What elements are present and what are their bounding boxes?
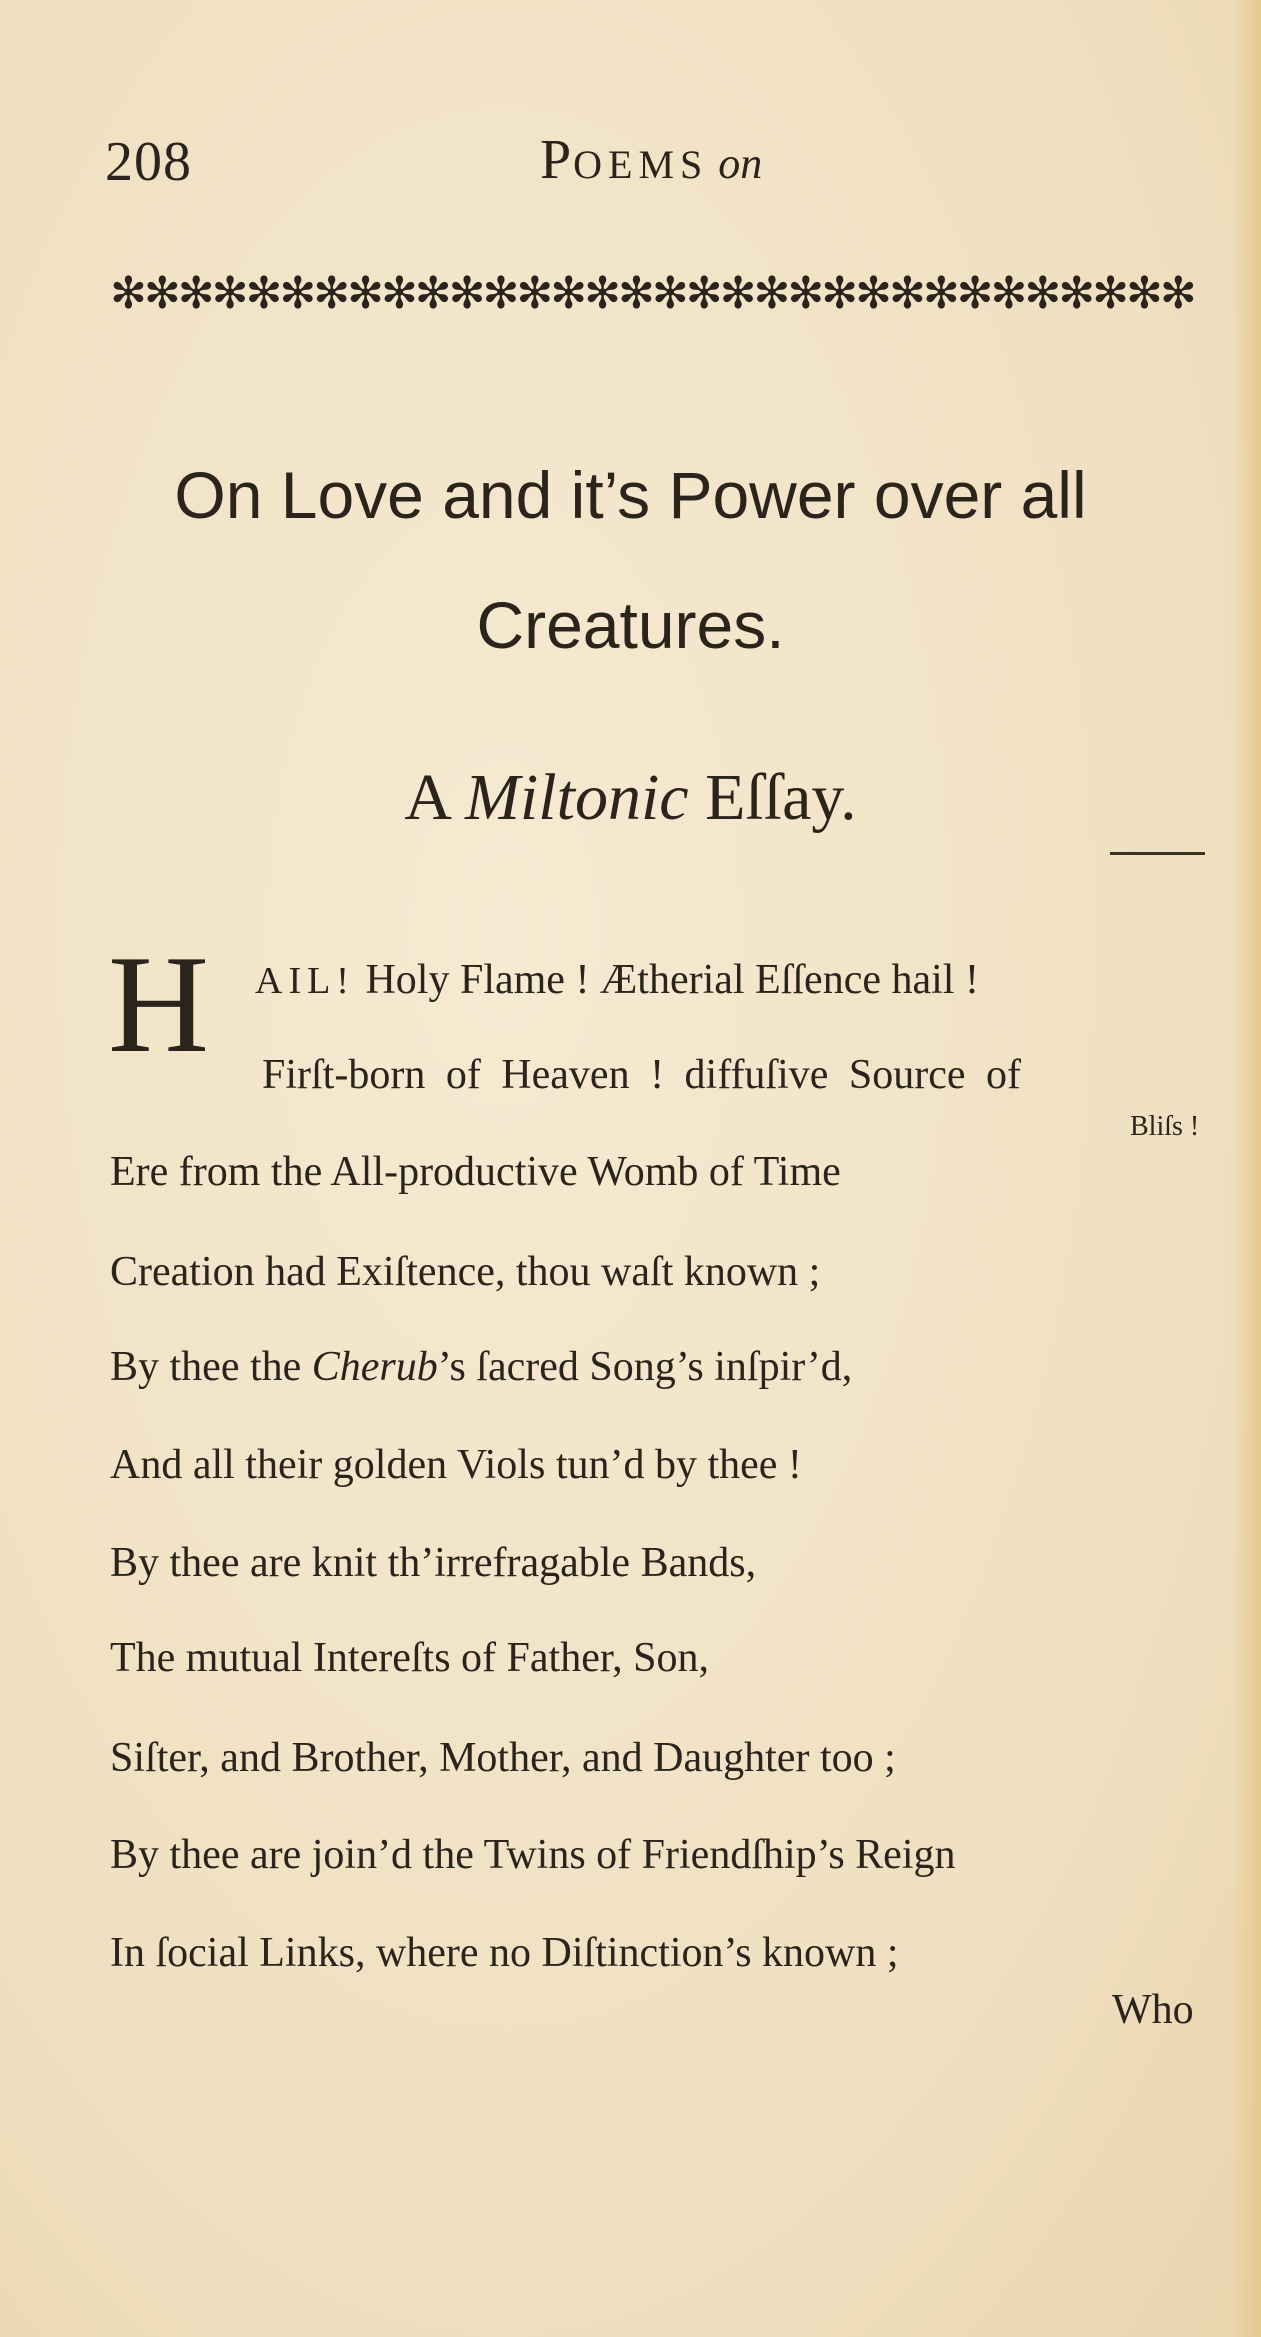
running-head-italic: on — [718, 139, 763, 188]
subtitle-suffix: Eſſay. — [705, 761, 857, 834]
drop-cap: H — [108, 927, 210, 1082]
poem-line-5-italic: Cherub — [311, 1344, 438, 1390]
poem-line-10: By thee are join’d the Twins of Friendſhip’s Reign — [110, 1832, 956, 1878]
page-number: 208 — [105, 131, 192, 193]
poem-line-5-suffix: ’s ſacred Song’s inſpir’d, — [437, 1344, 853, 1390]
short-rule — [1110, 852, 1205, 855]
poem-line-2: Firſt-born of Heaven ! diffuſive Source of — [262, 1052, 1022, 1098]
poem-line-1-rest: Holy Flame ! Ætherial Eſſence hail ! — [365, 957, 979, 1003]
poem-line-5-prefix: By thee the — [110, 1344, 302, 1390]
poem-line-1-smallcaps: AIL! — [255, 960, 355, 1002]
poem-line-2-turnover: Bliſs ! — [1130, 1111, 1200, 1142]
poem-line-8: The mutual Intereſts of Father, Son, — [110, 1635, 710, 1681]
poem-line-11: In ſocial Links, where no Diſtinction’s known ; — [110, 1930, 899, 1976]
catchword: Who — [1112, 1987, 1194, 2033]
poem-line-1 — [255, 955, 979, 1006]
page-edge — [1231, 0, 1261, 2337]
poem-line-9: Siſter, and Brother, Mother, and Daughter too ; — [110, 1735, 896, 1781]
running-head-initial: P — [540, 129, 574, 191]
poem-line-4: Creation had Exiſtence, thou waſt known ; — [110, 1249, 821, 1295]
subtitle — [0, 758, 1261, 838]
poem-line-5 — [110, 1342, 852, 1392]
poem-line-6: And all their golden Viols tun’d by thee ! — [110, 1442, 802, 1488]
ornament-band: ✻✻✻✻✻✻✻✻✻✻✻✻✻✻✻✻✻✻✻✻✻✻✻✻✻✻✻✻✻✻✻✻ — [110, 269, 1194, 318]
subtitle-prefix: A — [404, 761, 449, 834]
title-line-1: On Love and it’s Power over all — [174, 458, 1087, 532]
title-line-2: Creatures. — [476, 588, 785, 662]
subtitle-italic: Miltonic — [464, 761, 689, 834]
running-head-smallcaps: OEMS — [573, 142, 709, 187]
poem-line-7: By thee are knit th’irrefragable Bands, — [110, 1540, 757, 1586]
running-head — [540, 128, 762, 192]
poem-line-3: Ere from the All-productive Womb of Time — [110, 1149, 841, 1195]
